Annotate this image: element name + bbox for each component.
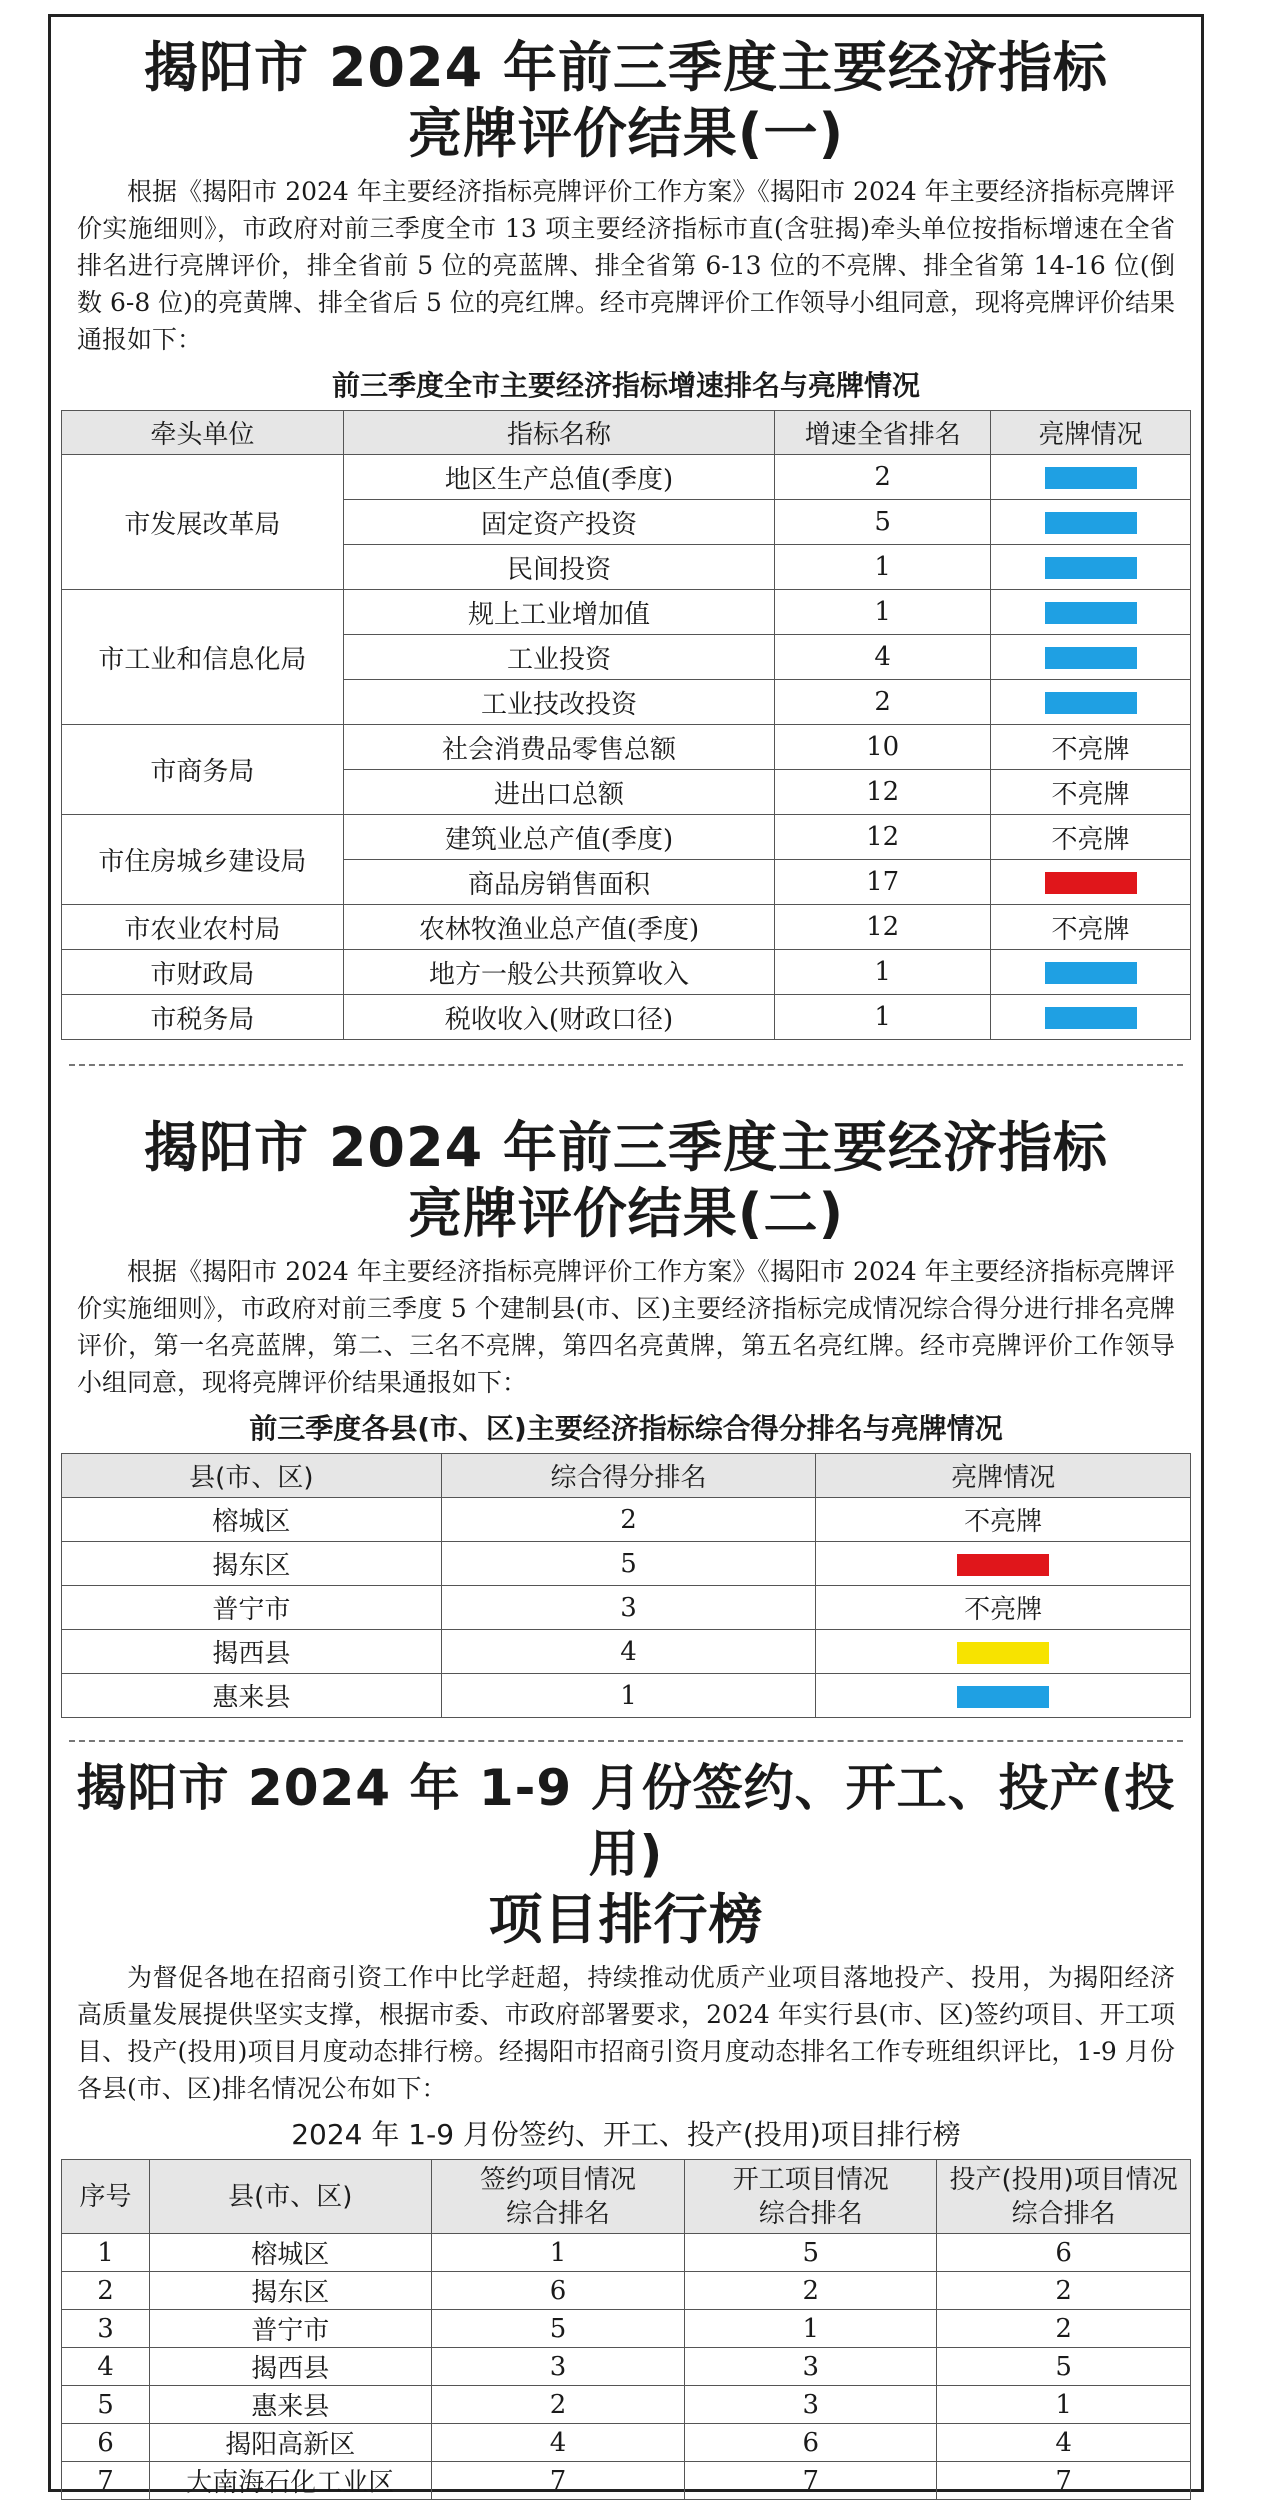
table-row bbox=[62, 950, 1191, 995]
county-cell: 揭东区 bbox=[62, 1542, 442, 1586]
index-cell: 6 bbox=[62, 2424, 150, 2462]
light-cell bbox=[991, 995, 1191, 1040]
light-cell: 不亮牌 bbox=[816, 1498, 1191, 1542]
county-cell: 普宁市 bbox=[62, 1586, 442, 1630]
indicator-cell: 建筑业总产值(季度) bbox=[343, 815, 775, 860]
header-county: 县(市、区) bbox=[62, 1454, 442, 1498]
table-row bbox=[62, 1630, 1191, 1674]
header-signed: 签约项目情况 综合排名 bbox=[431, 2160, 685, 2234]
indicator-cell: 工业技改投资 bbox=[343, 680, 775, 725]
rank-cell: 1 bbox=[775, 950, 991, 995]
light-cell bbox=[991, 860, 1191, 905]
light-cell bbox=[991, 635, 1191, 680]
started-rank-cell: 3 bbox=[685, 2386, 937, 2424]
index-cell: 3 bbox=[62, 2310, 150, 2348]
production-rank-cell: 5 bbox=[937, 2348, 1191, 2386]
blue-card-swatch bbox=[1045, 557, 1137, 579]
lead-unit-cell: 市住房城乡建设局 bbox=[62, 815, 344, 905]
table-row bbox=[62, 2348, 1191, 2386]
index-cell: 5 bbox=[62, 2386, 150, 2424]
started-rank-cell: 6 bbox=[685, 2424, 937, 2462]
county-cell: 普宁市 bbox=[149, 2310, 431, 2348]
table-row bbox=[62, 590, 1191, 635]
rank-cell: 1 bbox=[775, 995, 991, 1040]
table-row bbox=[62, 1542, 1191, 1586]
rank-cell: 1 bbox=[775, 590, 991, 635]
table-row bbox=[62, 2386, 1191, 2424]
light-cell bbox=[816, 1542, 1191, 1586]
indicator-cell: 固定资产投资 bbox=[343, 500, 775, 545]
section-3-title-line1: 揭阳市 2024 年 1-9 月份签约、开工、投产(投用) bbox=[76, 1759, 1176, 1883]
section-3-intro: 为督促各地在招商引资工作中比学赶超，持续推动优质产业项目落地投产、投用，为揭阳经济高质量发展提供坚实支撑，根据市委、市政府部署要求，2024 年实行县(市、区)签约项目、开工项目、投产(投用)项目月度动态排行榜。经揭阳市招商引资月度动态排名工作专班组织评比，1-9 月份各县(市、区)排名情况公布如下： bbox=[77, 1963, 1175, 2103]
table-row bbox=[62, 815, 1191, 860]
table-row bbox=[62, 2272, 1191, 2310]
lead-unit-cell: 市财政局 bbox=[62, 950, 344, 995]
header-index: 序号 bbox=[62, 2160, 150, 2234]
county-cell: 榕城区 bbox=[62, 1498, 442, 1542]
section-1-intro: 根据《揭阳市 2024 年主要经济指标亮牌评价工作方案》《揭阳市 2024 年主要经济指标亮牌评价实施细则》，市政府对前三季度全市 13 项主要经济指标市直(含驻揭)牵头单位按指标增速在全省排名进行亮牌评价，排全省前 5 位的亮蓝牌、排全省第 6-13 位的不亮牌、排全省第 14-16 位(倒数 6-8 位)的亮黄牌、排全省后 5 位的亮红牌。经市亮牌评价工作领导小组同意，现将亮牌评价结果通报如下： bbox=[77, 177, 1175, 354]
yellow-card-swatch bbox=[957, 1642, 1049, 1664]
score-rank-cell: 4 bbox=[441, 1630, 816, 1674]
section-1-table-caption: 前三季度全市主要经济指标增速排名与亮牌情况 bbox=[331, 369, 920, 402]
blue-card-swatch bbox=[1045, 602, 1137, 624]
table-row bbox=[62, 2424, 1191, 2462]
section-divider bbox=[69, 1740, 1183, 1742]
header-county: 县(市、区) bbox=[149, 2160, 431, 2234]
light-cell: 不亮牌 bbox=[991, 815, 1191, 860]
section-2-intro: 根据《揭阳市 2024 年主要经济指标亮牌评价工作方案》《揭阳市 2024 年主要经济指标亮牌评价实施细则》，市政府对前三季度 5 个建制县(市、区)主要经济指标完成情况综合得分进行排名亮牌评价，第一名亮蓝牌，第二、三名不亮牌，第四名亮黄牌，第五名亮红牌。经市亮牌评价工作领导小组同意，现将亮牌评价结果通报如下： bbox=[77, 1257, 1175, 1397]
rank-cell: 12 bbox=[775, 770, 991, 815]
table-row bbox=[62, 2462, 1191, 2500]
light-cell bbox=[991, 590, 1191, 635]
production-rank-cell: 1 bbox=[937, 2386, 1191, 2424]
red-card-swatch bbox=[957, 1554, 1049, 1576]
indicator-cell: 工业投资 bbox=[343, 635, 775, 680]
production-rank-cell: 4 bbox=[937, 2424, 1191, 2462]
indicator-cell: 社会消费品零售总额 bbox=[343, 725, 775, 770]
score-rank-cell: 3 bbox=[441, 1586, 816, 1630]
signed-rank-cell: 1 bbox=[431, 2234, 685, 2272]
light-cell: 不亮牌 bbox=[816, 1586, 1191, 1630]
section-2-title-line1: 揭阳市 2024 年前三季度主要经济指标 bbox=[144, 1116, 1108, 1179]
county-cell: 揭东区 bbox=[149, 2272, 431, 2310]
production-rank-cell: 2 bbox=[937, 2310, 1191, 2348]
production-rank-cell: 2 bbox=[937, 2272, 1191, 2310]
county-cell: 揭西县 bbox=[149, 2348, 431, 2386]
started-rank-cell: 3 bbox=[685, 2348, 937, 2386]
header-indicator: 指标名称 bbox=[343, 411, 775, 455]
blue-card-swatch bbox=[1045, 962, 1137, 984]
production-rank-cell: 6 bbox=[937, 2234, 1191, 2272]
light-cell bbox=[991, 545, 1191, 590]
rank-cell: 10 bbox=[775, 725, 991, 770]
red-card-swatch bbox=[1045, 872, 1137, 894]
section-1 bbox=[51, 35, 1201, 1066]
county-cell: 惠来县 bbox=[62, 1674, 442, 1718]
table-row bbox=[62, 2310, 1191, 2348]
header-started: 开工项目情况 综合排名 bbox=[685, 2160, 937, 2234]
section-1-title-line1: 揭阳市 2024 年前三季度主要经济指标 bbox=[144, 36, 1108, 99]
signed-rank-cell: 5 bbox=[431, 2310, 685, 2348]
section-2-table-caption: 前三季度各县(市、区)主要经济指标综合得分排名与亮牌情况 bbox=[249, 1412, 1003, 1445]
index-cell: 7 bbox=[62, 2462, 150, 2500]
signed-rank-cell: 3 bbox=[431, 2348, 685, 2386]
production-rank-cell: 7 bbox=[937, 2462, 1191, 2500]
indicator-cell: 地区生产总值(季度) bbox=[343, 455, 775, 500]
header-production: 投产(投用)项目情况 综合排名 bbox=[937, 2160, 1191, 2234]
lead-unit-cell: 市商务局 bbox=[62, 725, 344, 815]
table-row bbox=[62, 1586, 1191, 1630]
section-3-table-caption: 2024 年 1-9 月份签约、开工、投产(投用)项目排行榜 bbox=[291, 2118, 961, 2151]
rank-cell: 12 bbox=[775, 905, 991, 950]
score-rank-cell: 2 bbox=[441, 1498, 816, 1542]
blue-card-swatch bbox=[1045, 512, 1137, 534]
header-rank: 增速全省排名 bbox=[775, 411, 991, 455]
blue-card-swatch bbox=[957, 1686, 1049, 1708]
signed-rank-cell: 4 bbox=[431, 2424, 685, 2462]
lead-unit-cell: 市发展改革局 bbox=[62, 455, 344, 590]
section-3 bbox=[51, 1755, 1201, 2500]
light-cell: 不亮牌 bbox=[991, 725, 1191, 770]
table-row bbox=[62, 905, 1191, 950]
blue-card-swatch bbox=[1045, 467, 1137, 489]
section-3-title-line2: 项目排行榜 bbox=[488, 1888, 764, 1951]
section-2-table bbox=[61, 1453, 1191, 1718]
county-cell: 揭西县 bbox=[62, 1630, 442, 1674]
indicator-cell: 商品房销售面积 bbox=[343, 860, 775, 905]
index-cell: 1 bbox=[62, 2234, 150, 2272]
lead-unit-cell: 市工业和信息化局 bbox=[62, 590, 344, 725]
section-1-title-line2: 亮牌评价结果(一) bbox=[407, 102, 845, 165]
header-light: 亮牌情况 bbox=[991, 411, 1191, 455]
section-2-title-line2: 亮牌评价结果(二) bbox=[407, 1182, 845, 1245]
started-rank-cell: 1 bbox=[685, 2310, 937, 2348]
score-rank-cell: 5 bbox=[441, 1542, 816, 1586]
started-rank-cell: 2 bbox=[685, 2272, 937, 2310]
started-rank-cell: 5 bbox=[685, 2234, 937, 2272]
indicator-cell: 进出口总额 bbox=[343, 770, 775, 815]
header-score-rank: 综合得分排名 bbox=[441, 1454, 816, 1498]
rank-cell: 1 bbox=[775, 545, 991, 590]
light-cell: 不亮牌 bbox=[991, 905, 1191, 950]
lead-unit-cell: 市农业农村局 bbox=[62, 905, 344, 950]
table-row bbox=[62, 2234, 1191, 2272]
signed-rank-cell: 2 bbox=[431, 2386, 685, 2424]
lead-unit-cell: 市税务局 bbox=[62, 995, 344, 1040]
county-cell: 大南海石化工业区 bbox=[149, 2462, 431, 2500]
light-cell bbox=[991, 500, 1191, 545]
light-cell bbox=[991, 950, 1191, 995]
light-cell bbox=[816, 1630, 1191, 1674]
table-row bbox=[62, 455, 1191, 500]
rank-cell: 2 bbox=[775, 680, 991, 725]
table-row bbox=[62, 995, 1191, 1040]
started-rank-cell: 7 bbox=[685, 2462, 937, 2500]
signed-rank-cell: 7 bbox=[431, 2462, 685, 2500]
signed-rank-cell: 6 bbox=[431, 2272, 685, 2310]
rank-cell: 12 bbox=[775, 815, 991, 860]
section-1-table bbox=[61, 410, 1191, 1040]
blue-card-swatch bbox=[1045, 692, 1137, 714]
index-cell: 4 bbox=[62, 2348, 150, 2386]
indicator-cell: 地方一般公共预算收入 bbox=[343, 950, 775, 995]
county-cell: 惠来县 bbox=[149, 2386, 431, 2424]
table-row bbox=[62, 725, 1191, 770]
rank-cell: 2 bbox=[775, 455, 991, 500]
section-2 bbox=[51, 1115, 1201, 1742]
county-cell: 揭阳高新区 bbox=[149, 2424, 431, 2462]
rank-cell: 5 bbox=[775, 500, 991, 545]
indicator-cell: 民间投资 bbox=[343, 545, 775, 590]
indicator-cell: 农林牧渔业总产值(季度) bbox=[343, 905, 775, 950]
light-cell bbox=[991, 680, 1191, 725]
rank-cell: 17 bbox=[775, 860, 991, 905]
light-cell bbox=[991, 455, 1191, 500]
blue-card-swatch bbox=[1045, 1007, 1137, 1029]
section-3-table bbox=[61, 2159, 1191, 2500]
rank-cell: 4 bbox=[775, 635, 991, 680]
indicator-cell: 税收收入(财政口径) bbox=[343, 995, 775, 1040]
county-cell: 榕城区 bbox=[149, 2234, 431, 2272]
header-unit: 牵头单位 bbox=[62, 411, 344, 455]
table-row bbox=[62, 1498, 1191, 1542]
light-cell: 不亮牌 bbox=[991, 770, 1191, 815]
index-cell: 2 bbox=[62, 2272, 150, 2310]
indicator-cell: 规上工业增加值 bbox=[343, 590, 775, 635]
page-frame bbox=[48, 14, 1204, 2498]
score-rank-cell: 1 bbox=[441, 1674, 816, 1718]
section-divider bbox=[69, 1064, 1183, 1066]
table-row bbox=[62, 1674, 1191, 1718]
header-light: 亮牌情况 bbox=[816, 1454, 1191, 1498]
light-cell bbox=[816, 1674, 1191, 1718]
blue-card-swatch bbox=[1045, 647, 1137, 669]
